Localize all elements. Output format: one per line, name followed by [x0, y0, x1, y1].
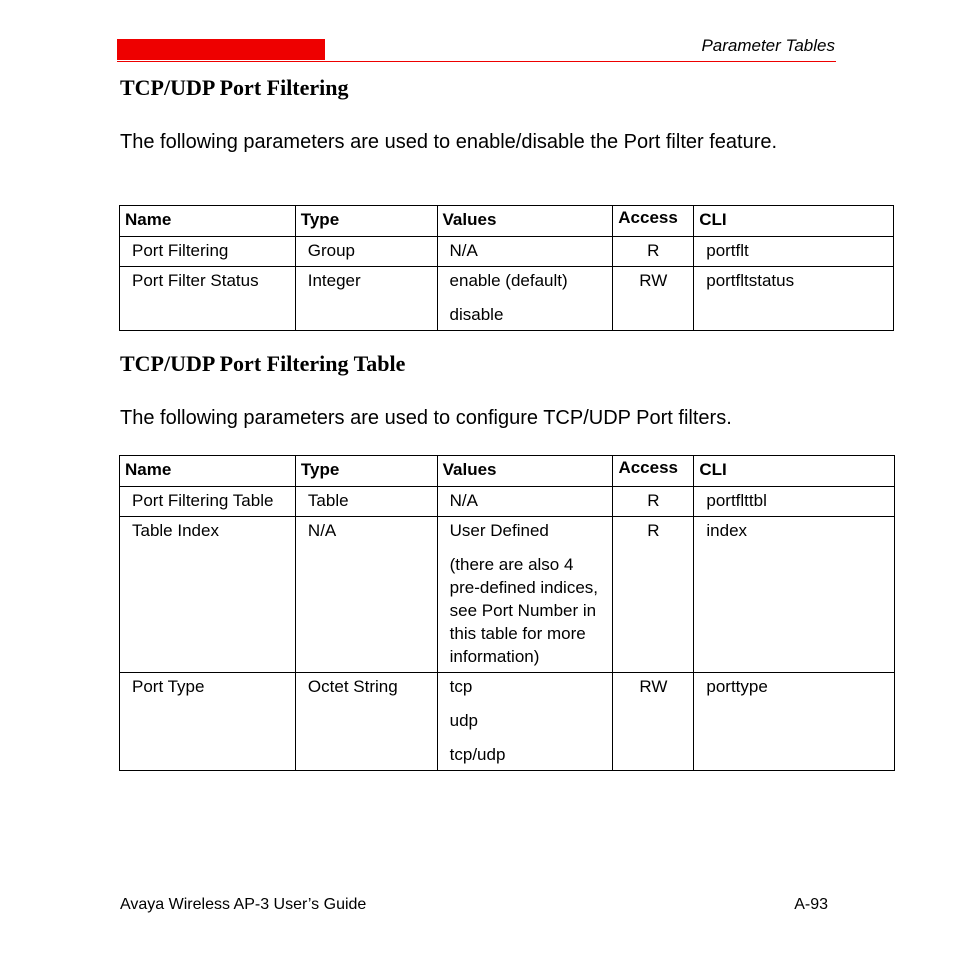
param-value: User Defined [449, 521, 549, 540]
column-header-type: Type [295, 456, 437, 487]
param-type: Table [307, 491, 349, 510]
param-name: Port Filtering Table [132, 491, 274, 510]
param-access: R [647, 521, 660, 540]
header-red-bar [117, 39, 325, 60]
column-header-name: Name [120, 456, 296, 487]
param-name: Port Type [132, 677, 205, 696]
footer-page-number: A-93 [794, 896, 828, 913]
param-type: Octet String [307, 677, 398, 696]
param-value: N/A [449, 491, 478, 510]
running-header-title: Parameter Tables [701, 36, 835, 55]
param-name: Table Index [132, 521, 219, 540]
footer-guide-title: Avaya Wireless AP-3 User’s Guide [120, 896, 367, 913]
param-cli: porttype [706, 677, 768, 696]
column-header-values: Values [437, 206, 613, 237]
param-type: Group [307, 241, 355, 260]
column-header-values: Values [437, 456, 613, 487]
param-access: R [647, 491, 660, 510]
param-cli: portfltstatus [706, 271, 795, 290]
table-row [120, 267, 894, 331]
param-cli: index [706, 521, 748, 540]
column-header-access: Access [613, 206, 694, 237]
param-value: N/A [449, 241, 478, 260]
param-cli: portflttbl [706, 491, 767, 510]
table-row [120, 237, 894, 267]
table-row [120, 487, 895, 517]
port-filtering-config-table [119, 455, 895, 771]
section-heading-port-filtering-table: TCP/UDP Port Filtering Table [120, 351, 406, 376]
param-access: RW [639, 677, 668, 696]
header-rule [117, 61, 836, 62]
param-cli: portflt [706, 241, 749, 260]
port-filtering-table [119, 205, 894, 331]
param-name: Port Filter Status [132, 271, 259, 290]
table-header-row [120, 206, 894, 237]
param-access: R [647, 241, 660, 260]
table-header-row [120, 456, 895, 487]
param-type: Integer [307, 271, 361, 290]
table-row [120, 517, 895, 673]
column-header-cli: CLI [694, 456, 895, 487]
param-value: disable [449, 305, 504, 324]
table-row [120, 673, 895, 771]
section-intro-port-filtering: The following parameters are used to enable/disable the Port filter feature. [120, 131, 778, 153]
param-value: (there are also 4 pre-defined indices, see Port Number in this table for more information) [449, 555, 599, 666]
column-header-cli: CLI [694, 206, 894, 237]
column-header-name: Name [120, 206, 296, 237]
section-heading-port-filtering: TCP/UDP Port Filtering [120, 75, 349, 100]
param-value: tcp [449, 677, 473, 696]
param-value: tcp/udp [449, 745, 506, 764]
param-value: enable (default) [449, 271, 568, 290]
param-name: Port Filtering [132, 241, 229, 260]
param-access: RW [639, 271, 668, 290]
column-header-access: Access [613, 456, 694, 487]
param-type: N/A [307, 521, 337, 540]
param-value: udp [449, 711, 479, 730]
section-intro-port-filtering-table: The following parameters are used to configure TCP/UDP Port filters. [120, 407, 732, 429]
column-header-type: Type [295, 206, 437, 237]
